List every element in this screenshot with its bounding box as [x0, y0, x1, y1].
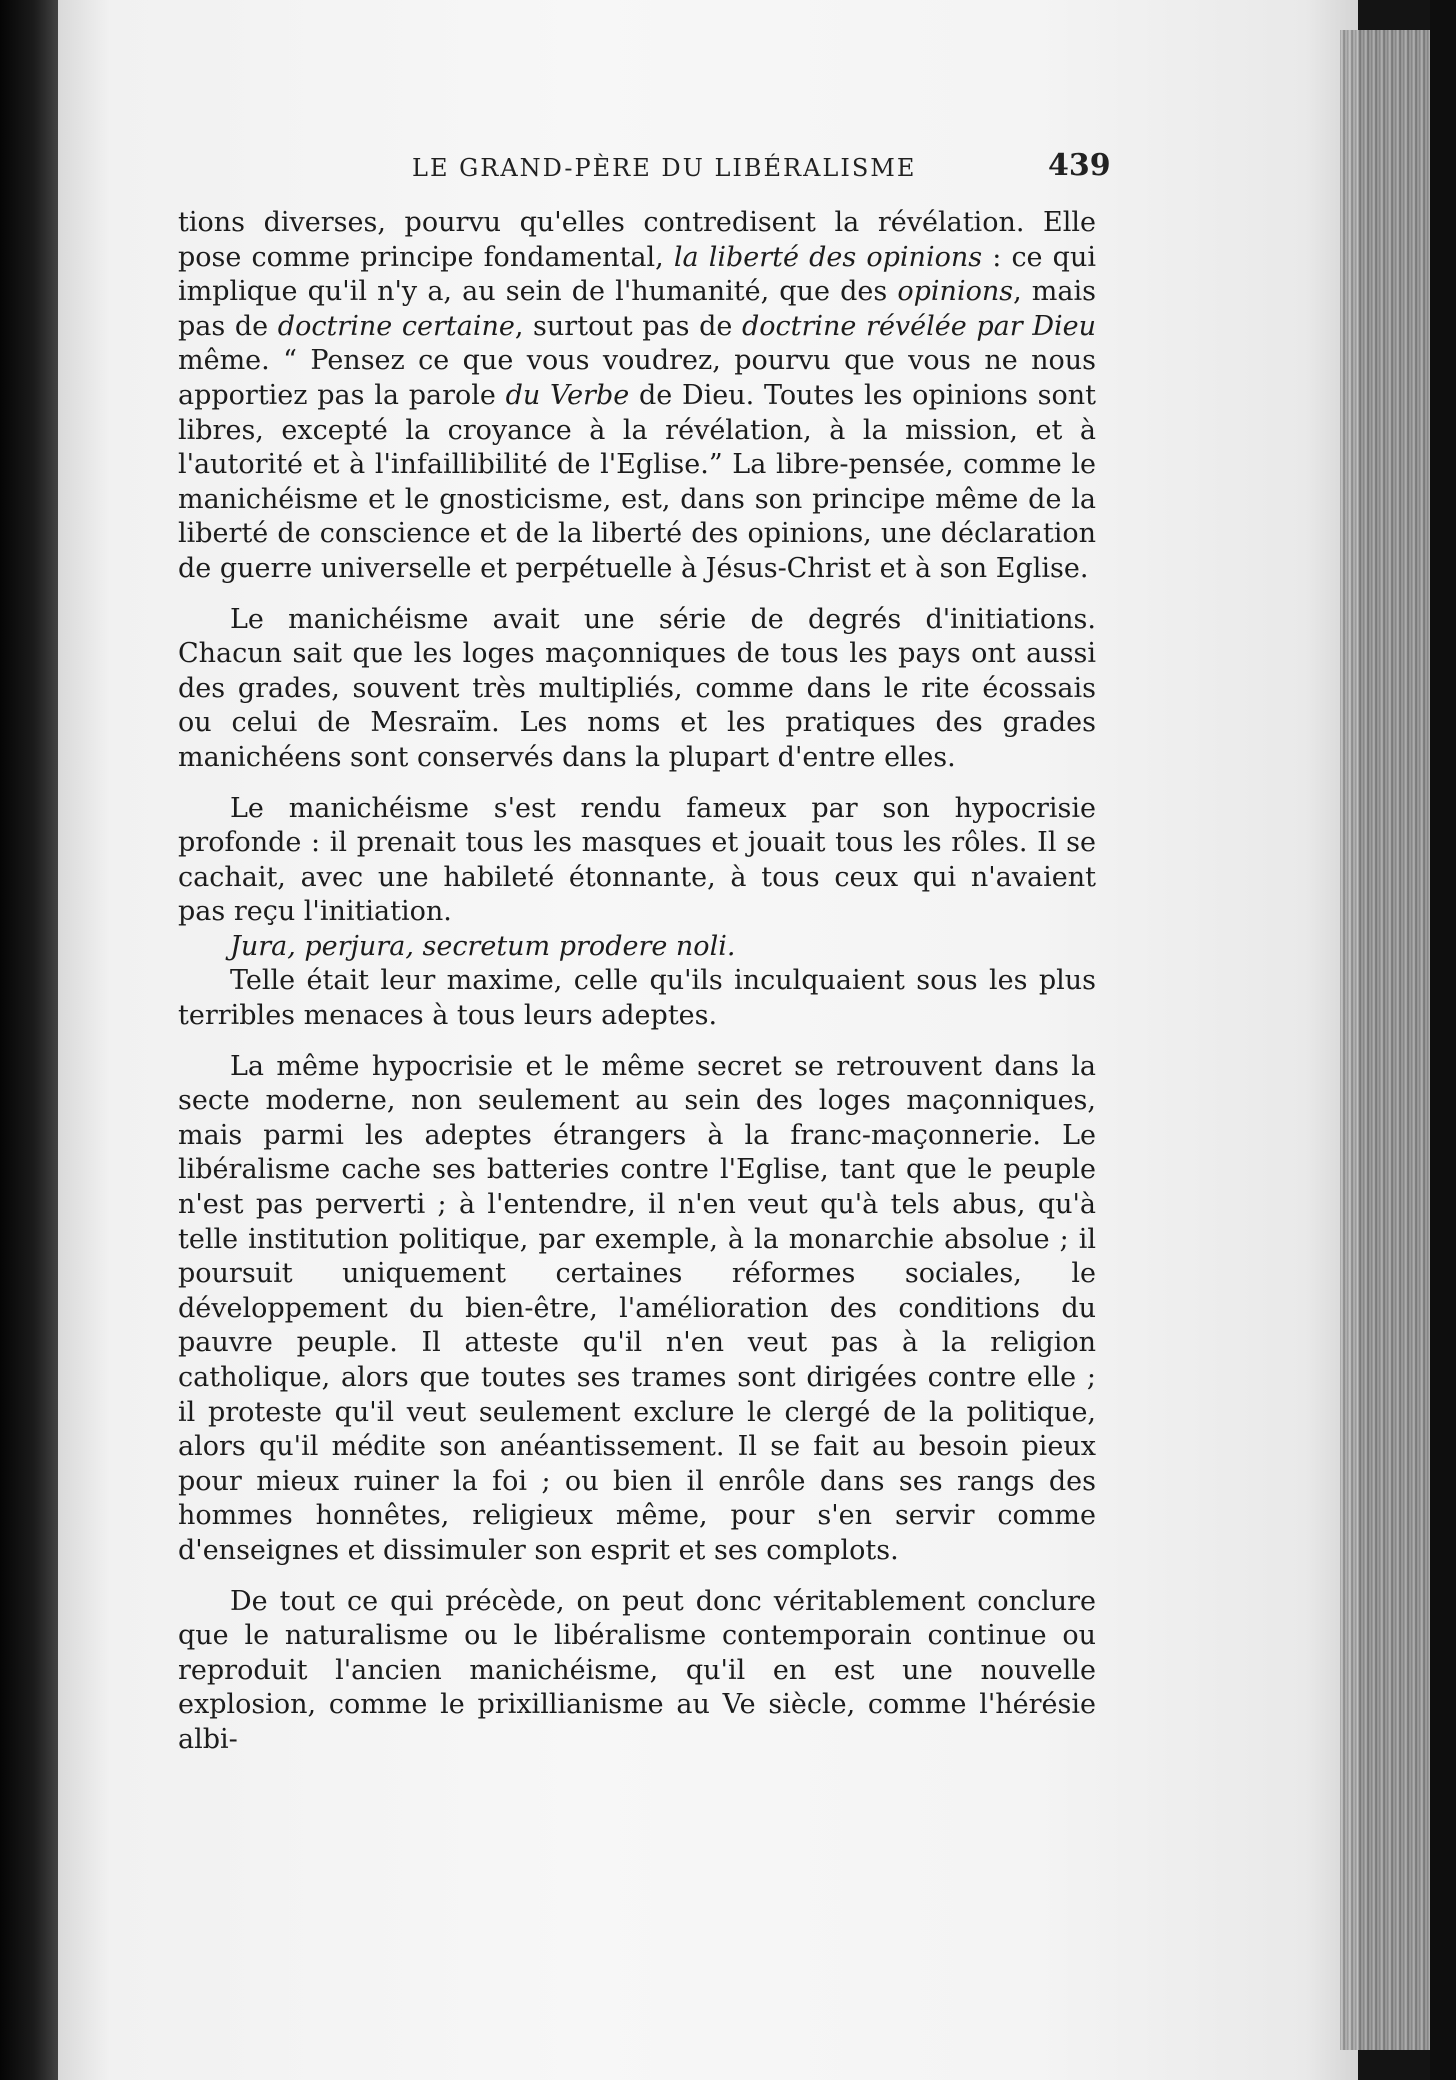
page-header [0, 148, 1456, 194]
text-run: , mais pas de [178, 276, 1096, 342]
paragraph-5: La même hypocrisie et le même secret se retrouvent dans la secte moderne, non seulement au sein des loges maçonniques, mais parmi les adeptes étrangers à la franc-maçonnerie. Le libéralisme cache ses batteries contre l'Eglise, tant que le peuple n'est pas perverti ; à l'entendre, il n'en veut qu'à tels abus, qu'à telle institution politique, par exemple, à la monarchie absolue ; il poursuit uniquement certaines réformes sociales, le développement du bien-être, l'amélioration des conditions du pauvre peuple. Il atteste qu'il n'en veut pas à la religion catholique, alors que toutes ses trames sont dirigées contre elle ; il proteste qu'il veut seulement exclure le clergé de la politique, alors qu'il médite son anéantissement. Il se fait au besoin pieux pour mieux ruiner la foi ; ou bien il enrôle dans ses rangs des hommes honnêtes, religieux même, pour s'en servir comme d'enseignes et dissimuler son esprit et ses complots. [178, 1050, 1096, 1566]
page-number: 439 [1048, 148, 1111, 183]
emphasis: doctrine certaine [277, 310, 515, 342]
text-run: , surtout pas de [514, 310, 742, 342]
emphasis: la liberté des opinions [673, 241, 983, 273]
paragraph-2: Le manichéisme avait une série de degrés d'initiations. Chacun sait que les loges maçonniques de tous les pays ont aussi des grades, souvent très multipliés, comme dans le rite écossais ou celui de Mesraïm. Les noms et les pratiques des grades manichéens sont conservés dans la plupart d'entre elles. [178, 603, 1096, 773]
paragraph-3: Le manichéisme s'est rendu fameux par son hypocrisie profonde : il prenait tous les masques et jouait tous les rôles. Il se cachait, avec une habileté étonnante, à tous ceux qui n'avaient pas reçu l'initiation. [178, 792, 1096, 928]
body-text [178, 206, 1096, 1758]
scan-border [1430, 0, 1456, 2080]
text-run: même. “ Pensez ce que vous voudrez, pourvu que vous ne nous apportiez pas la parole [178, 345, 1096, 411]
latin-quote: Jura, perjura, secretum prodere noli. [230, 930, 736, 962]
running-title: LE GRAND-PÈRE DU LIBÉRALISME [412, 154, 917, 182]
text-run: : ce qui implique qu'il n'y a, au sein de l'humanité, que des [178, 241, 1096, 308]
page-stack-edges [1340, 30, 1435, 2050]
text-run: tions diverses, pourvu qu'elles contredisent la révélation. Elle pose comme principe fondamental, [178, 207, 1096, 273]
emphasis: doctrine révélée par Dieu [741, 310, 1096, 342]
emphasis: du Verbe [505, 379, 630, 411]
paragraph-1 [178, 206, 1096, 587]
book-gutter-shadow [0, 0, 62, 2080]
paragraph-4: Telle était leur maxime, celle qu'ils inculquaient sous les plus terribles menaces à tous leurs adeptes. [178, 965, 1096, 1032]
text-run: de Dieu. Toutes les opinions sont libres, excepté la croyance à la révélation, à la mission, et à l'autorité et à l'infaillibilité de l'Eglise.” La libre-pensée, comme le manichéisme et le gnosticisme, est, dans son principe même de la liberté de conscience et de la liberté des opinions, une déclaration de guerre universelle et perpétuelle à Jésus-Christ et à son Eglise. [178, 379, 1096, 584]
emphasis: opinions [897, 276, 1014, 308]
paragraph-6: De tout ce qui précède, on peut donc véritablement conclure que le naturalisme ou le libéralisme contemporain continue ou reproduit l'ancien manichéisme, qu'il en est une nouvelle explosion, comme le prixillianisme au Ve siècle, comme l'hérésie albi- [178, 1585, 1096, 1755]
